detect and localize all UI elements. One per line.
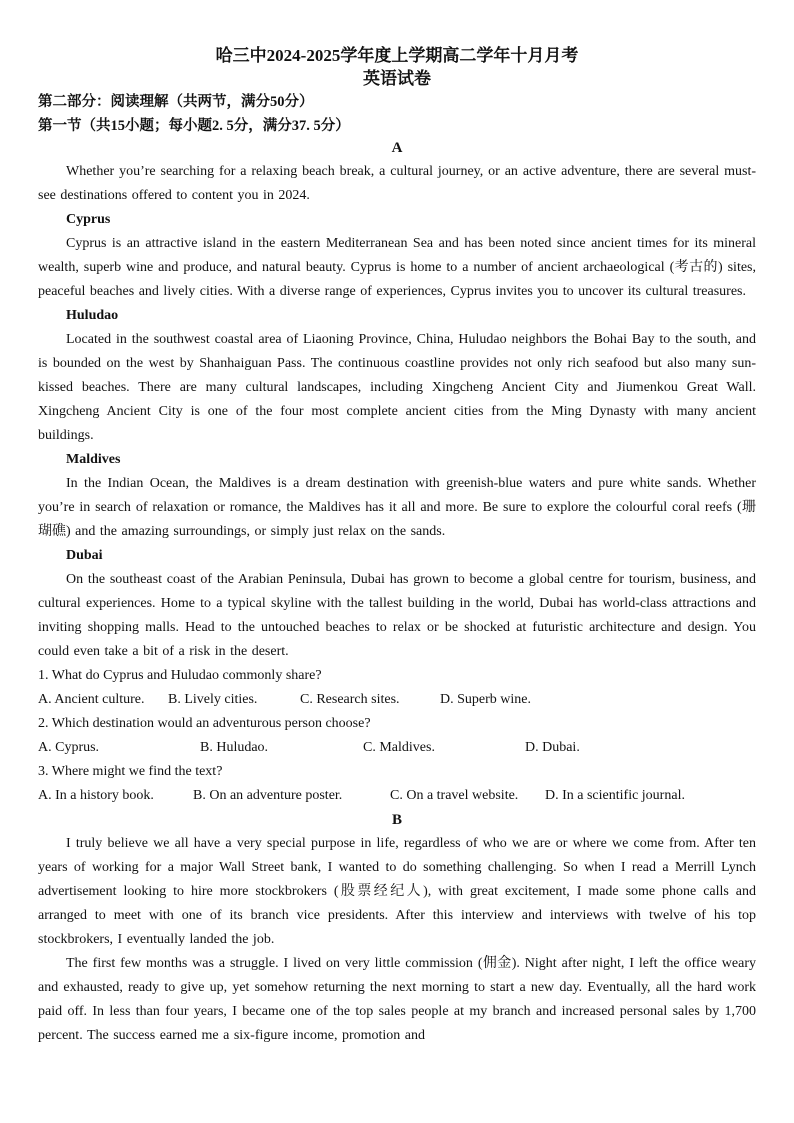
maldives-paragraph: In the Indian Ocean, the Maldives is a dream destination with greenish-blue waters and pure white sands. Whether you’re in search of relaxation or romance, the Maldives has it all and more. Be sure to explore the colourful coral reefs (珊瑚礁) and the amazing surroundings, or simply just relax on the sands. [38,476,756,539]
q2-option-b[interactable]: B. Huludao. [200,740,269,755]
dubai-heading: Dubai [66,548,103,563]
question-1-options [38,688,756,712]
huludao-heading: Huludao [66,308,119,323]
passage-b-letter: B [391,812,402,828]
dubai-paragraph: On the southeast coast of the Arabian Peninsula, Dubai has grown to become a global centre for tourism, business, and cultural experiences. Home to a typical skyline with the tallest building in the world, Dubai has world-class attractions and inviting shopping malls. Head to the untouched beaches to relax or be shocked at futuristic architecture and design. You could even take a bit of a risk in the desert. [38,572,756,659]
exam-subtitle: 英语试卷 [363,69,431,88]
question-1: 1. What do Cyprus and Huludao commonly share? [38,668,322,683]
part-heading: 第二部分：阅读理解（共两节，满分50分） [38,94,314,110]
question-3: 3. Where might we find the text? [38,764,223,779]
q2-option-d[interactable]: D. Dubai. [525,740,580,755]
section-heading: 第一节（共15小题；每小题2. 5分，满分37. 5分） [38,118,350,134]
question-2-options [38,736,756,760]
q2-option-a[interactable]: A. Cyprus. [38,740,100,755]
passage-b-paragraph-2: The first few months was a struggle. I lived on very little commission (佣金). Night after night, I left the office weary and exhausted, ready to give up, yet somehow returning the next morning to start a new day. Eventually, all the hard work paid off. In less than four years, I became one of the top sales people at my branch and increased personal sales by 1,700 percent. The success earned me a six-figure income, promotion and [38,956,756,1043]
content [38,136,756,1048]
cyprus-paragraph: Cyprus is an attractive island in the eastern Mediterranean Sea and has been noted since ancient times for its mineral wealth, superb wine and produce, and natural beauty. Cyprus is home to a number of ancient archaeological (考古的) sites, peaceful beaches and lively cities. With a diverse range of experiences, Cyprus invites you to uncover its cultural treasures. [38,236,756,299]
question-2: 2. Which destination would an adventurous person choose? [38,716,371,731]
q1-option-c[interactable]: C. Research sites. [300,692,400,707]
q3-option-b[interactable]: B. On an adventure poster. [193,788,343,803]
q1-option-a[interactable]: A. Ancient culture. [38,692,145,707]
passage-b-paragraph-1: I truly believe we all have a very special purpose in life, regardless of who we are or where we come from. After ten years of working for a major Wall Street bank, I wanted to do something challenging. So when I read a Merrill Lynch advertisement looking to hire more stockbrokers (股票经纪人), with great excitement, I made some phone calls and arranged to meet with one of its branch vice presidents. After this interview and interviews with twelve of his top stockbrokers, I eventually landed the job. [38,836,756,947]
passage-a-intro: Whether you’re searching for a relaxing beach break, a cultural journey, or an active adventure, there are several must-see destinations offered to content you in 2024. [38,164,756,203]
q1-option-b[interactable]: B. Lively cities. [168,692,258,707]
q2-option-c[interactable]: C. Maldives. [363,740,435,755]
q3-option-a[interactable]: A. In a history book. [38,788,154,803]
q1-option-d[interactable]: D. Superb wine. [440,692,531,707]
q3-option-c[interactable]: C. On a travel website. [390,788,519,803]
huludao-paragraph: Located in the southwest coastal area of Liaoning Province, China, Huludao neighbors the Bohai Bay to the south, and is bounded on the west by Shanhaiguan Pass. The continuous coastline provides not only rich seafood but also many sun-kissed beaches. There are many cultural landscapes, including Xingcheng Ancient City and Jiumenkou Great Wall. Xingcheng Ancient City is one of the four most complete ancient cities from the Ming Dynasty with many ancient buildings. [38,332,756,443]
cyprus-heading: Cyprus [66,212,111,227]
maldives-heading: Maldives [66,452,121,467]
passage-a-letter: A [391,140,403,156]
exam-title: 哈三中2024-2025学年度上学期高二学年十月月考 [215,46,579,65]
question-3-options [38,784,756,808]
q3-option-d[interactable]: D. In a scientific journal. [545,788,685,803]
